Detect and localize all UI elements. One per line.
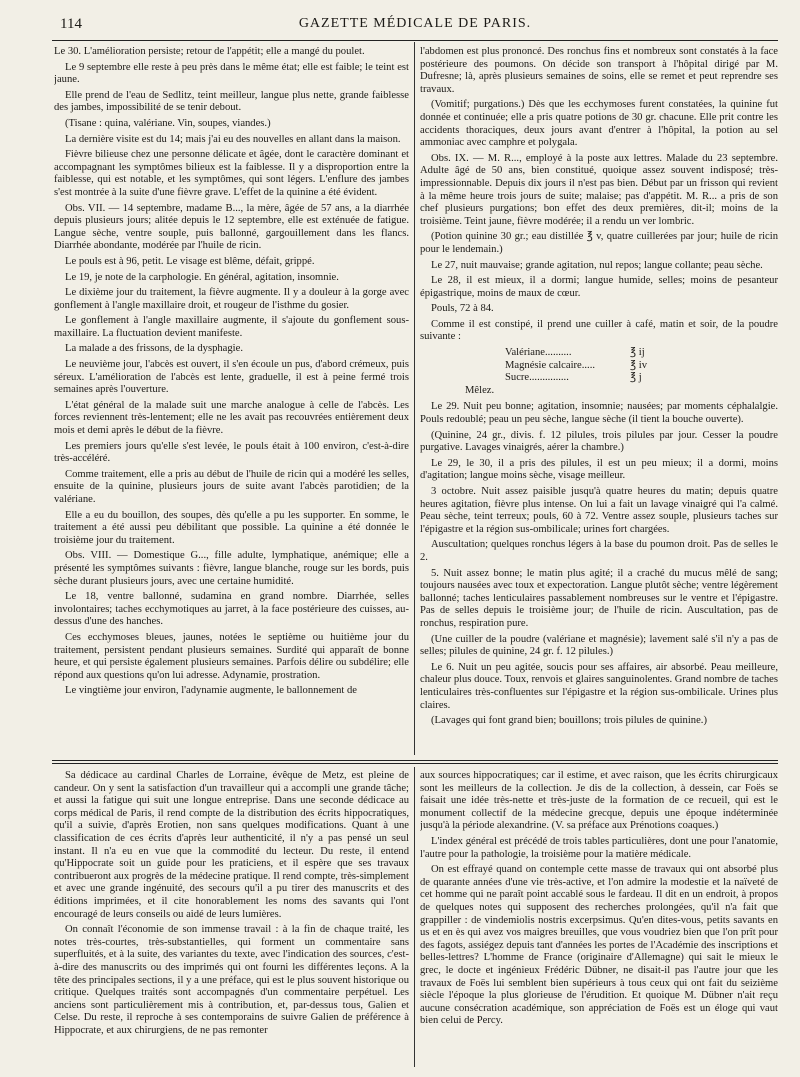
paragraph: Le neuvième jour, l'abcès est ouvert, il s'en écoule un pus, d'abord crémeux, puis séreux. L'amélioration de l'abcès est lente, graduelle, il est à peine fermé trois semaines après l'ouverture. [54, 359, 409, 396]
paragraph: 3 octobre. Nuit assez paisible jusqu'à quatre heures du matin; depuis quatre heures agitation, fièvre plus intense. On lui a fait un lavage vinaigré qui l'a calmé. Peau sèche, teint terreux; pouls, 60 à 72. Ventre assez souple, plusieurs taches sur l'épigastre et la région sus-ombilicale; urines fort chargées. [420, 486, 778, 535]
formula-ingredient: Valériane.......... [505, 347, 572, 359]
formula-row [420, 347, 778, 360]
paragraph: Obs. IX. — M. R..., employé à la poste aux lettres. Malade du 23 septembre. Adulte âgé de 50 ans, bien constitué, quoique assez souvent indisposé; très-impressionnable. Depuis dix jours il n'est pas bien. Début par un frisson qui revient à la même heure trois jours de suite; malaise; pas d'appétit. M. R... a pris de son chef plusieurs purgations; bon effet des deux premières, dit-il; moins de la troisième. Teint jaune, fièvre modérée; il a rendu un ver lombric. [420, 152, 778, 227]
column-divider-top [414, 42, 415, 755]
page-header [52, 12, 778, 40]
formula-instruction: Mêlez. [465, 384, 495, 396]
paragraph: Les premiers jours qu'elle s'est levée, le pouls était à 100 environ, c'est-à-dire très-accéléré. [54, 440, 409, 465]
formula-dose: ℥ iv [630, 359, 648, 371]
paragraph: Le dixième jour du traitement, la fièvre augmente. Il y a douleur à la gorge avec gonflement à l'angle maxillaire droit, et rougeur de l'isthme du gosier. [54, 287, 409, 311]
paragraph: On connaît l'économie de son immense travail : à la fin de chaque traité, les notes très-courtes, très-substantielles, qui forment un commentaire sans superfluités, et à la suite, des variantes du texte, avec l'indication des sources, c'est-à-dire des manuscrits ou des imprimés qui ont fourni les différentes leçons. A la tête des principales sections, il y a une préface, qui est le plus souvent historique ou critique. Quelques traités sont accompagnés d'un commentaire perpétuel. Les anciens sont particulièrement mis à contribution, et, par-dessus tous, Galien et Celse. Du reste, il reproche à ses contemporains de suivre Galien de préférence à Hippocrate, et aux chirurgiens, de ne pas remonter [54, 924, 409, 1036]
formula-ingredient: Magnésie calcaire..... [505, 359, 596, 371]
paragraph: (Potion quinine 30 gr.; eau distillée ℥ v, quatre cuillerées par jour; huile de ricin pour le lendemain.) [420, 231, 778, 255]
paragraph: 5. Nuit assez bonne; le matin plus agité; il a craché du mucus mêlé de sang; toujours nausées avec toux et expectoration. Langue plutôt sèche; ventre légèrement ballonné; taches lenticulaires passablement nombreuses sur le ventre et l'épigastre. Pas de selles depuis le troisième jour; de l'huile de ricin. Auscultation, pas de ronchus, respiration pure. [420, 567, 778, 629]
formula-table [420, 347, 778, 397]
paragraph: La dernière visite est du 14; mais j'ai eu des nouvelles en allant dans la maison. [65, 133, 401, 145]
section-rule-2 [52, 763, 778, 764]
paragraph: Elle a eu du bouillon, des soupes, dès qu'elle a pu les supporter. En somme, le traitement a été aussi peu débilitant que possible. La quinine a été donnée le troisième jour du traitement. [54, 509, 409, 546]
formula-row [420, 360, 778, 373]
paragraph: Le gonflement à l'angle maxillaire augmente, il s'ajoute du gonflement sous-maxillaire. La fluctuation devient manifeste. [54, 315, 409, 339]
paragraph: Le 30. L'amélioration persiste; retour de l'appétit; elle a mangé du poulet. [54, 46, 365, 57]
column-divider-bottom [414, 767, 415, 1067]
paragraph: Le 19, je note de la carphologie. En général, agitation, insomnie. [65, 271, 339, 283]
paragraph: On est effrayé quand on contemple cette masse de travaux qui ont absorbé plus de quarante années d'une vie très-active, et l'on admire la modestie et la naïveté de cet homme qui ne paraît point accablé sous le fardeau. Il dit en un endroit, à propos de quelques notes qui supposent des recherches prolongées, qu'il n'a fait que grappiller : de vindemiolis nostris excerpsimus. Qu'en dites-vous, petits savants en us et en ès qui avez vos maigres breuilles, que vous voudriez bien que l'on prît pour des fagots, assiégez depuis tant d'années les portes de l'Académie des inscriptions et belles-lettres? L'homme de France (originaire d'Allemagne) qui sait le mieux le grec, le docte et ingénieux Frédéric Dübner, ne disait-il pas l'autre jour que les travaux de Foës lui semblent bien supérieurs à tous ceux qui ont fait du seizième siècle l'époque la plus glorieuse de l'érudition. Et quoique M. Dübner n'ait reçu aucune consécration académique, son appréciation de Foës est un éloge qui vaut bien celui de Percy. [420, 864, 778, 1027]
header-rule [52, 40, 778, 41]
formula-dose: ℥ j [630, 372, 642, 384]
paragraph: aux sources hippocratiques; car il estime, et avec raison, que les écrits chirurgicaux sont les meilleurs de la collection. Je dis de la collection, à dessein, car Foës se faisait une idée très-nette et très-juste de la formation de ce recueil, qui est le monument collectif de la médecine grecque, depuis une époque indéterminée jusqu'à la période alexandrine. (V. sa préface aux Prénotions coaques.) [420, 770, 778, 832]
page-number: 114 [60, 16, 82, 32]
paragraph: La malade a des frissons, de la dysphagie. [65, 343, 243, 355]
paragraph: L'état général de la malade suit une marche analogue à celle de l'abcès. Les forces reviennent très-lentement; elle ne les avait pas recouvrées entièrement deux mois et demi après le début de la fièvre. [54, 399, 409, 437]
paragraph: (Vomitif; purgations.) Dès que les ecchymoses furent constatées, la quinine fut donnée et continuée; elle a pris quatre potions de 30 gr. chacune. Elle prit contre les accidents thoraciques, deux jours avant d'entrer à l'hôpital, la potion au sel ammoniac avec camphre et polygala. [420, 99, 778, 149]
paragraph: Le 29. Nuit peu bonne; agitation, insomnie; nausées; par moments céphalalgie. Pouls redoublé; peau un peu sèche, langue sèche (il tient la bouche ouverte). [420, 401, 778, 426]
journal-title: GAZETTE MÉDICALE DE PARIS. [298, 16, 532, 31]
paragraph: Le 27, nuit mauvaise; grande agitation, nul repos; langue collante; peau sèche. [431, 259, 763, 271]
paragraph: Obs. VII. — 14 septembre, madame B..., la mère, âgée de 57 ans, a la diarrhée depuis plusieurs jours; alitée depuis le 12 septembre, elle est exténuée de fatigue. Langue sèche, ventre souple, puis ballonné, gargouillement dans les flancs. Diarrhée abondante, modérée par l'huile de ricin. [54, 202, 409, 252]
paragraph: Ces ecchymoses bleues, jaunes, notées le septième ou huitième jour du traitement, persistent pendant plusieurs semaines. Surdité qui apparaît de bonne heure, et qui persiste également plusieurs semaines. Parfois délire ou subdélire; elle répond aux questions qu'on lui adresse. Adynamie, prostration. [54, 631, 409, 681]
paragraph: Comme il est constipé, il prend une cuiller à café, matin et soir, de la poudre suivante : [420, 318, 778, 343]
paragraph: Sa dédicace au cardinal Charles de Lorraine, évêque de Metz, est pleine de candeur. On y sent la satisfaction d'un travailleur qui a accompli une grande tâche; et aussi la fatigue qui suit une longue entreprise. Dans une seconde dédicace au corps médical de Paris, il rend compte de la distribution des écrits hippocratiques, qu'il a suivie, d'après Erotien, non sans quelques modifications. Quant à une classification de ces écrits d'après leur authenticité, il n'y a pas pensé un seul instant. Il n'a eu en vue que la commodité du lecteur. Du reste, il entend qu'Hippocrate soit un guide pour les praticiens, et il espère que ses travaux contribueront aux progrès de la médecine pratique. Il rend compte, très-simplement et avec une grande ingénuité, des secours qu'il a pu tirer des manuscrits et des éditions imprimées, et il cite honorablement les noms des savants qui l'ont encouragé de leurs conseils ou aidé de leurs lumières. [54, 770, 409, 920]
column-top-right [420, 46, 778, 755]
paragraph: Le 29, le 30, il a pris des pilules, il est un peu mieux; il a dormi, moins d'agitation; langue moins sèche, visage meilleur. [420, 457, 778, 482]
formula-dose: ℥ ij [630, 347, 645, 359]
paragraph: Le 18, ventre ballonné, sudamina en grand nombre. Diarrhée, selles involontaires; taches ecchymotiques au jarret, à la face postérieure des cuisses, au-dessus d'une des hanches. [54, 591, 409, 628]
paragraph: Le 9 septembre elle reste à peu près dans le même état; elle est faible; le teint est jaune. [54, 61, 409, 86]
paragraph: L'index général est précédé de trois tables particulières, dont une pour l'anatomie, l'autre pour la pathologie, la troisième pour la matière médicale. [420, 835, 778, 860]
paragraph: Pouls, 72 à 84. [431, 303, 494, 315]
paragraph: Le vingtième jour environ, l'adynamie augmente, le ballonnement de [65, 685, 357, 697]
paragraph: (Tisane : quina, valériane. Vin, soupes, viandes.) [65, 117, 271, 129]
column-bottom-left [54, 770, 409, 1070]
paragraph: (Lavages qui font grand bien; bouillons; trois pilules de quinine.) [431, 715, 707, 727]
paragraph: Le 28, il est mieux, il a dormi; langue humide, selles; moins de pesanteur épigastrique, moins de maux de cœur. [420, 275, 778, 299]
top-right-part-a [420, 46, 778, 344]
column-top-left [54, 46, 409, 755]
paragraph: (Quinine, 24 gr., divis. f. 12 pilules, trois pilules par jour. Cesser la poudre purgative. Lavages vinaigrés, aérer la chambre.) [420, 429, 778, 454]
paragraph: Le pouls est à 96, petit. Le visage est blême, défait, grippé. [65, 255, 315, 267]
paragraph: Le 6. Nuit un peu agitée, soucis pour ses affaires, air absorbé. Peau meilleure, chaleur plus douce. Toux, renvois et glaires sanguinolentes. Grand nombre de taches lenticulaires très-confluentes sur l'épigastre et la région sus-ombilicale. Urines plus claires. [420, 661, 778, 711]
paragraph: Comme traitement, elle a pris au début de l'huile de ricin qui a modéré les selles, ensuite de la quinine, plusieurs jours de suite avant l'abcès parotidien; de la valériane. [54, 468, 409, 505]
column-bottom-right [420, 770, 778, 1070]
paragraph: (Une cuiller de la poudre (valériane et magnésie); lavement salé s'il n'y a pas de selles; pilules de quinine, 24 gr. f. 12 pilules.) [420, 633, 778, 658]
paragraph: Fièvre bilieuse chez une personne délicate et âgée, dont le caractère dominant et accompagnant les symptômes bilieux est la faiblesse. Il y a disproportion entre la faiblesse, qui est notable, et les symptômes, qui sont légers. L'enflure des jambes s'est montrée à la suite d'une fièvre grave. L'effet de la quinine a été évident. [54, 149, 409, 198]
top-right-part-b [420, 401, 778, 727]
formula-ingredient: Sucre............... [505, 372, 569, 384]
formula-row [420, 372, 778, 385]
paragraph: l'abdomen est plus prononcé. Des ronchus fins et nombreux sont constatés à la face postérieure des poumons. On décide son transport à l'hôpital dirigé par M. Dufresne; là, après plusieurs semaines de soins, elle se remet et peut reprendre ses travaux. [420, 46, 778, 95]
paragraph: Obs. VIII. — Domestique G..., fille adulte, lymphatique, anémique; elle a présenté les symptômes suivants : fièvre, langue blanche, rouge sur les bords, puis sèche durant plusieurs jours, avec une certaine humidité. [54, 550, 409, 587]
paragraph: Auscultation; quelques ronchus légers à la base du poumon droit. Pas de selles le 2. [420, 539, 778, 563]
section-rule-1 [52, 760, 778, 761]
paragraph: Elle prend de l'eau de Sedlitz, teint meilleur, langue plus nette, grande faiblesse des jambes, impossibilité de se tenir debout. [54, 89, 409, 114]
